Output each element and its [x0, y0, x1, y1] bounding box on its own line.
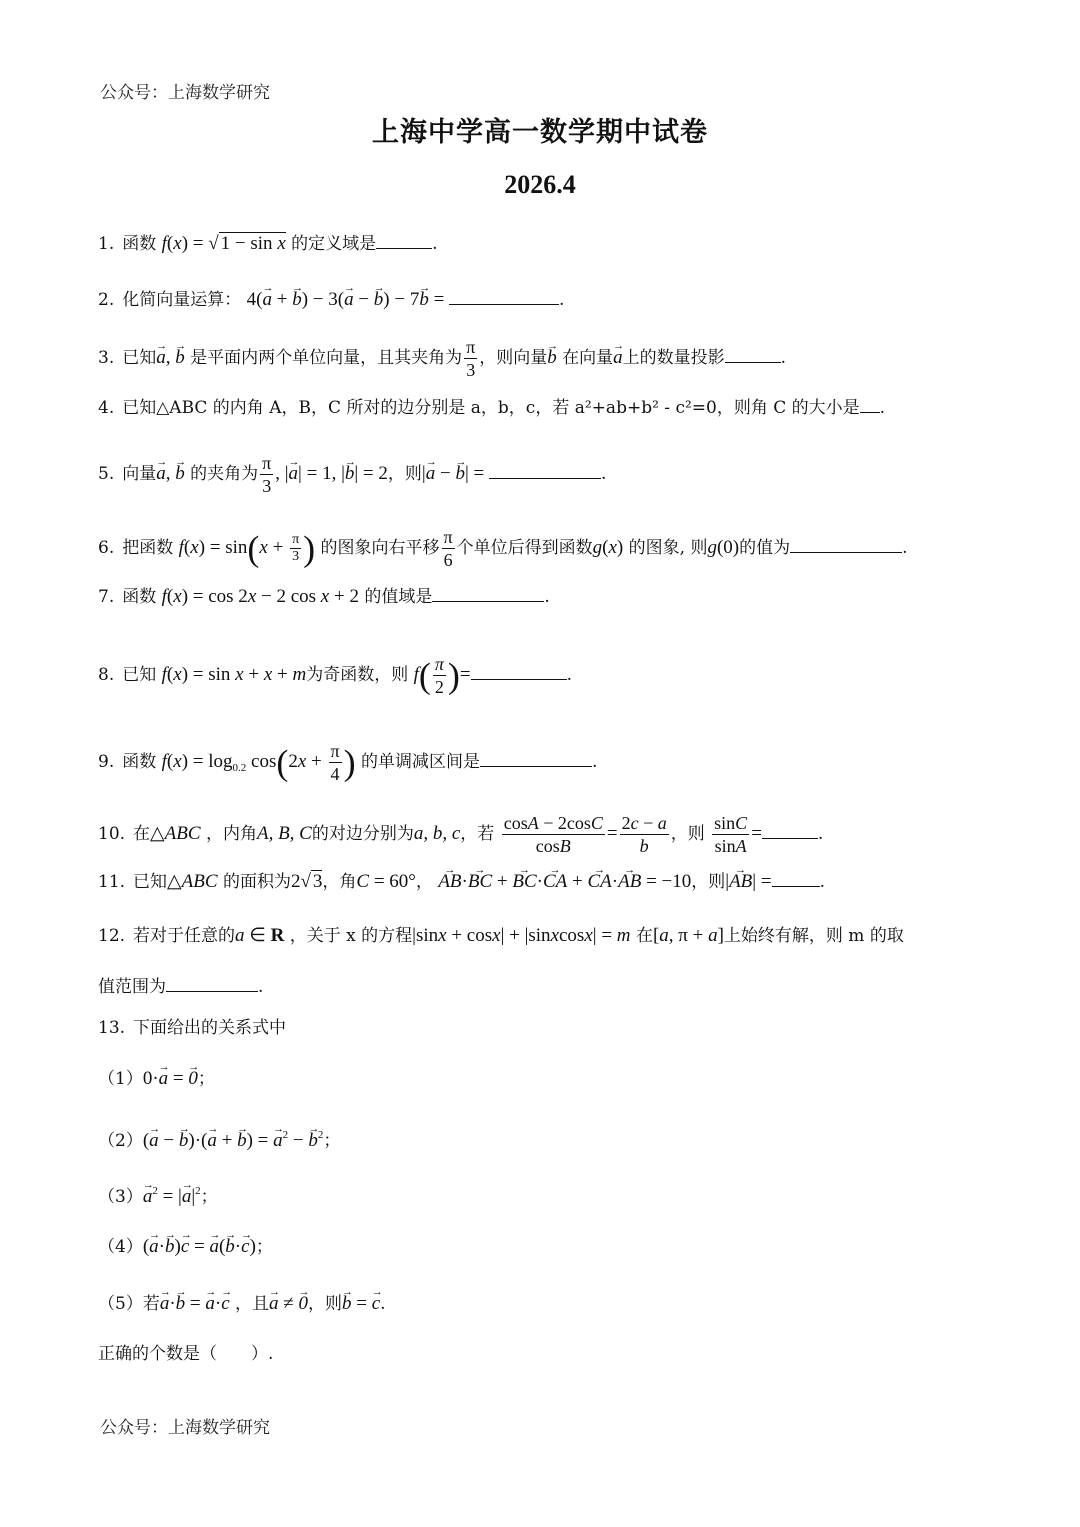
question-10: 10. 在△ABC ，内角A, B, C的对边分别为a, b, c，若 $\frac{\cos A - 2\cos C}{\cos B}$ = $\frac{2c - a}{b}$ ，则 $\frac{\sin C}{\sin A}$ = .	[98, 813, 824, 856]
page-footer: 公众号：上海数学研究	[100, 1418, 270, 1438]
q13-item-3: $(3)\to a^2$ = |→ $a|^2$；	[98, 1180, 998, 1208]
q13-item-4: （4）(→ a·→ b)→ c = → a(→ b·→ c)；	[98, 1236, 998, 1258]
q13-item-2: （2）(→ a − → b)·(→ a + → b) = → $a^2$ − → $b^2$；	[98, 1124, 998, 1152]
exam-date: 2026.4	[504, 170, 576, 199]
question-12: 12. 若对于任意的a ∈ R ，关于 x 的方程|sinx + cosx| + |sinxcosx| = m 在[a, π + a]上始终有解，则 m 的取	[98, 925, 904, 946]
question-6: 6. 把函数 f(x) = sin(x + $\frac{\pi}{3}$ ) 的图象向右平移 $\frac{\pi}{6}$ 个单位后得到函数g(x) 的图象, 则g(0)的值为 .	[98, 527, 908, 570]
q13-item-1: （1）0·→ a = → 0；	[98, 1068, 998, 1090]
question-4: 4. 已知△ABC 的内角 A，B，C 所对的边分别是 a，b，c，若 a²+ab+b² - c²=0，则角 C 的大小是 .	[98, 398, 886, 418]
page-header: 公众号：上海数学研究	[100, 83, 270, 103]
q13-item-5: （5）若→ a·→ b = → a·→ c ，且→ a ≠ → 0，则→ b = → c.	[98, 1293, 998, 1315]
question-13: 13. 下面给出的关系式中	[98, 1018, 287, 1038]
question-9: 9. 函数 $f(x) = \log_{0.2} \cos(2x$ + $\frac{\pi}{4}$ ) 的单调减区间是 .	[98, 741, 598, 784]
question-12-line2: 值范围为 .	[98, 977, 264, 997]
answer-prompt: 正确的个数是（ ）.	[98, 1344, 274, 1364]
question-3: 3. 已知→ a, → b 是平面内两个单位向量，且其夹角为 $\frac{\pi}{3}$ ，则向量→ b 在向量→ a上的数量投影 .	[98, 336, 998, 381]
question-2: 2. 化简向量运算： 4(→ a + → b) − 3(→ a − → b) − 7→ b = .	[98, 288, 998, 311]
question-5: 5. 向量→ a, → b 的夹角为 $\frac{\pi}{3}$ , |→ a| = 1, |→ b| = 2，则|→ a − → b| = .	[98, 452, 998, 497]
question-8: 8. 已知 f(x) = sin x + x + m为奇函数，则 f( $\frac{\pi}{2}$ )= .	[98, 654, 573, 697]
question-11: 11. 已知△ABC 的面积为2√ 3，角C = 60°， → AB·→ BC + → BC·→ CA + → CA·→ AB = −10，则|→ AB| = .	[98, 870, 998, 893]
question-1: 1. 函数 f(x) = √ 1 − sin x 的定义域是 .	[98, 233, 438, 254]
page-title: 上海中学高一数学期中试卷	[372, 117, 708, 148]
question-7: 7. 函数 f(x) = cos 2x − 2 cos x + 2 的值域是 .	[98, 586, 550, 607]
